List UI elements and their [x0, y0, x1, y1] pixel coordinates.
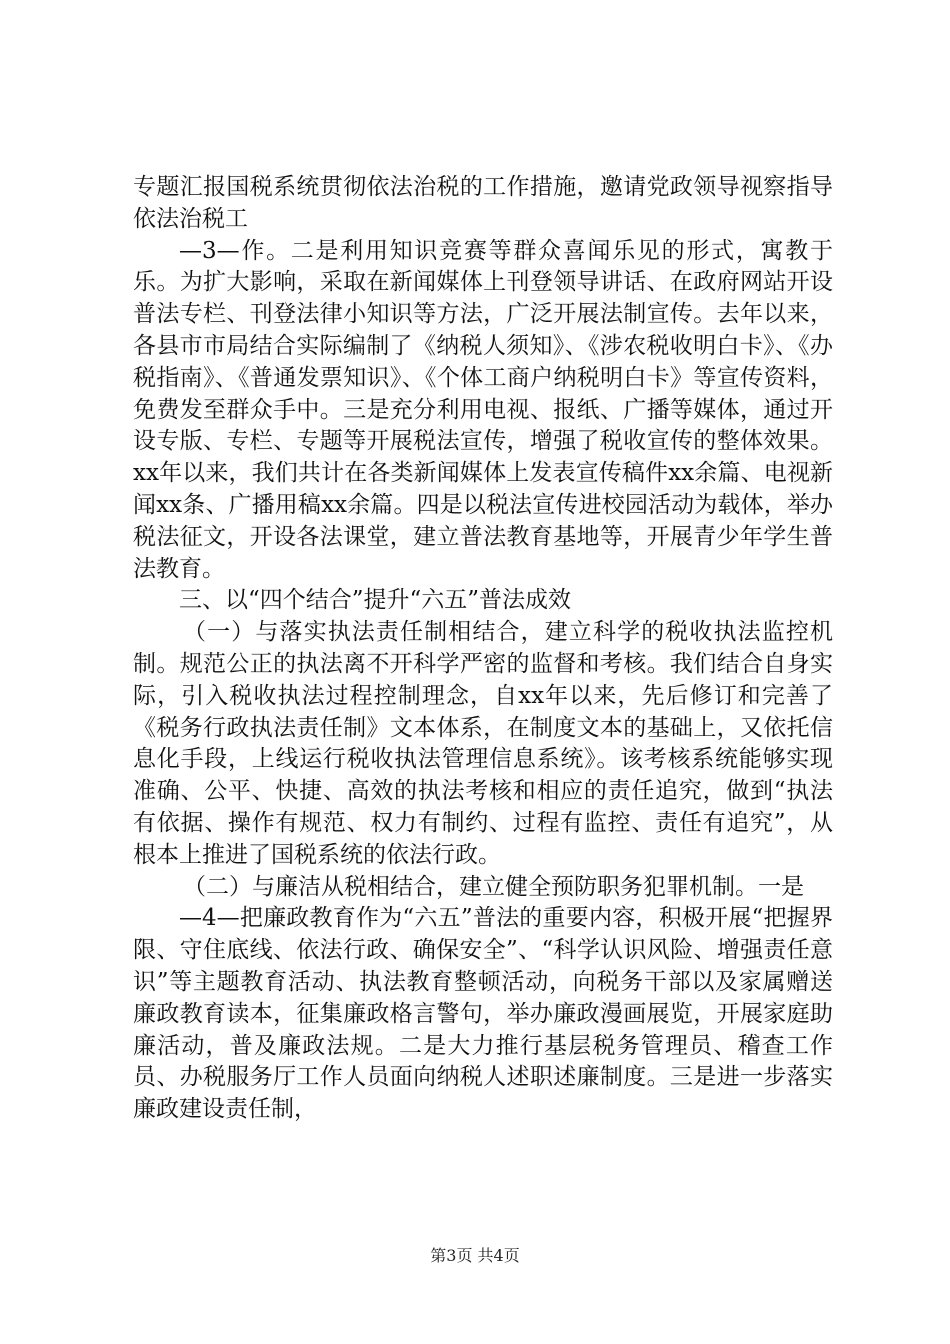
paragraph-publicity: —3—作。二是利用知识竞赛等群众喜闻乐见的形式，寓教于乐。为扩大影响，采取在新闻媒体上刊登领导讲话、在政府网站开设普法专栏、刊登法律小知识等方法，广泛开展法制宣传。去年以来，各县市市局结合实际编制了《纳税人须知》、《涉农税收明白卡》、《办税指南》、《普通发票知识》、《个体工商户纳税明白卡》等宣传资料，免费发至群众手中。三是充分利用电视、报纸、广播等媒体，通过开设专版、专栏、专题等开展税法宣传，增强了税收宣传的整体效果。xx年以来，我们共计在各类新闻媒体上发表宣传稿件xx余篇、电视新闻xx条、广播用稿xx余篇。四是以税法宣传进校园活动为载体，举办税法征文，开设各法课堂，建立普法教育基地等，开展青少年学生普法教育。	[133, 237, 833, 582]
paragraph-integrity: —4—把廉政教育作为“六五”普法的重要内容，积极开展“把握界限、守住底线、依法行政、确保安全”、“科学认识风险、增强责任意识”等主题教育活动、执法教育整顿活动，向税务干部以及家属赠送廉政教育读本，征集廉政格言警句，举办廉政漫画展览，开展家庭助廉活动，普及廉政法规。二是大力推行基层税务管理员、稽查工作员、办税服务厅工作人员面向纳税人述职述廉制度。三是进一步落实廉政建设责任制，	[133, 905, 833, 1123]
section-heading: 三、以“四个结合”提升“六五”普法成效	[179, 587, 572, 614]
paragraph-intro: 专题汇报国税系统贯彻依法治税的工作措施，邀请党政领导视察指导依法治税工	[133, 174, 833, 232]
page-number-footer: 第3页 共4页	[430, 1246, 520, 1265]
paragraph-combination-one: （一）与落实执法责任制相结合，建立科学的税收执法监控机制。规范公正的执法离不开科学严密的监督和考核。我们结合自身实际，引入税收执法过程控制理念，自xx年以来，先后修订和完善了《税务行政执法责任制》文本体系，在制度文本的基础上，又依托信息化手段，上线运行税收执法管理信息系统》。该考核系统能够实现准确、公平、快捷、高效的执法考核和相应的责任追究，做到“执法有依据、操作有规范、权力有制约、过程有监控、责任有追究”，从根本上推进了国税系统的依法行政。	[133, 619, 833, 868]
paragraph-combination-two: （二）与廉洁从税相结合，建立健全预防职务犯罪机制。一是	[183, 873, 804, 900]
document-body	[133, 172, 833, 1126]
